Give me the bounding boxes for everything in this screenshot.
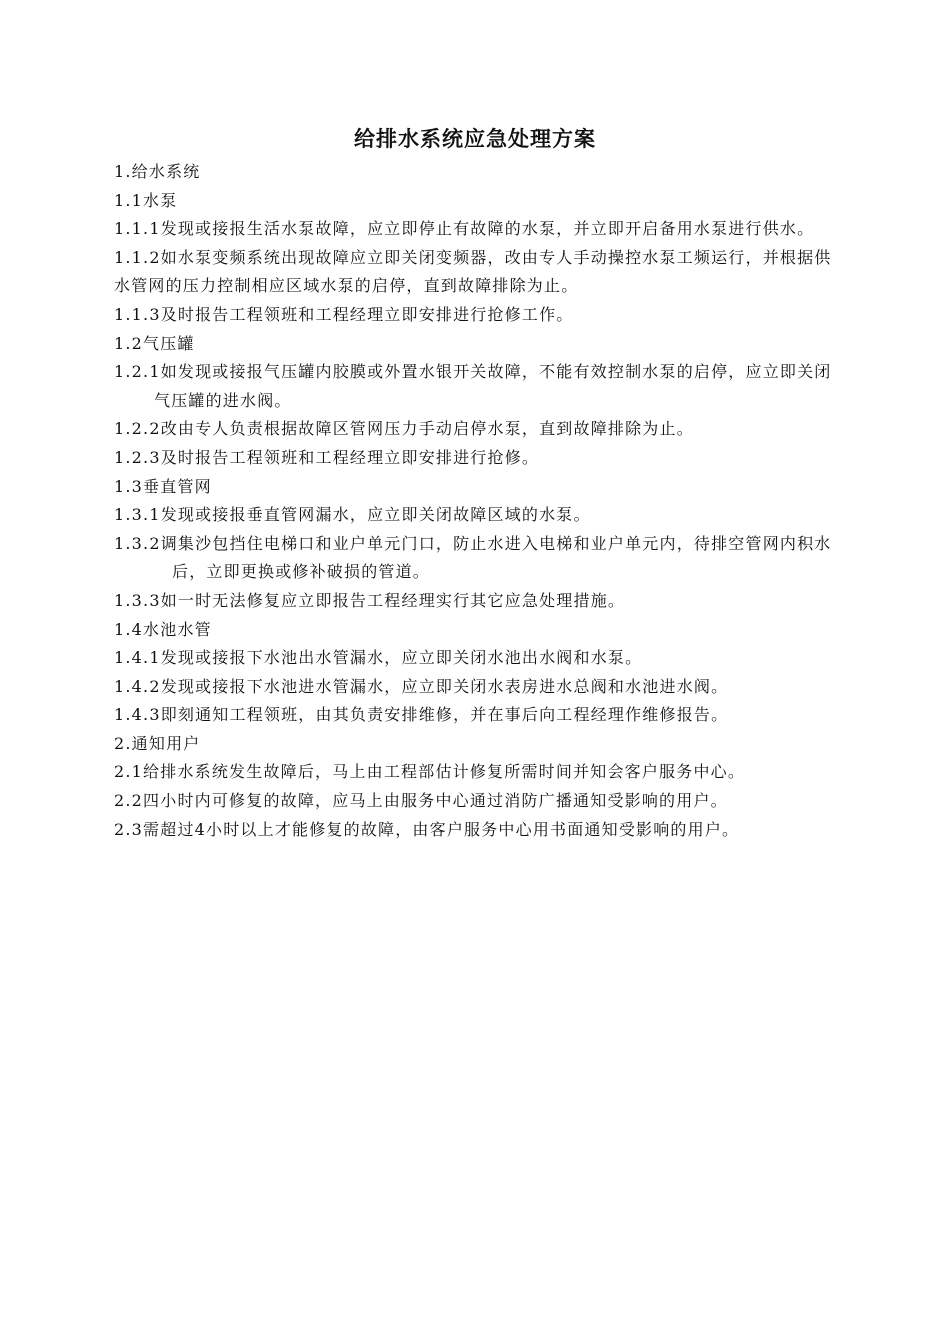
document-body: [114, 158, 838, 844]
paragraph: 1.1.1发现或接报生活水泵故障，应立即停止有故障的水泵，并立即开启备用水泵进行供水。: [114, 219, 815, 239]
paragraph: 1.2.3及时报告工程领班和工程经理立即安排进行抢修。: [114, 447, 540, 467]
section-heading: 2.通知用户: [114, 733, 201, 753]
paragraph: 1.4.1发现或接报下水池出水管漏水，应立即关闭水池出水阀和水泵。: [114, 648, 643, 668]
subsection-heading: 1.4水池水管: [114, 619, 212, 639]
paragraph: 1.3.1发现或接报垂直管网漏水，应立即关闭故障区域的水泵。: [114, 505, 591, 525]
paragraph: 1.4.3即刻通知工程领班，由其负责安排维修，并在事后向工程经理作维修报告。: [114, 705, 729, 725]
paragraph: 1.1.3及时报告工程领班和工程经理立即安排进行抢修工作。: [114, 304, 574, 324]
subsection-heading: 1.3垂直管网: [114, 476, 212, 496]
paragraph: 2.2四小时内可修复的故障，应马上由服务中心通过消防广播通知受影响的用户。: [114, 791, 728, 811]
subsection-heading: 1.1水泵: [114, 190, 178, 210]
paragraph: 1.3.2调集沙包挡住电梯口和业户单元门口，防止水进入电梯和业户单元内，待排空管网内积水后，立即更换或修补破损的管道。: [114, 533, 832, 582]
paragraph: 2.3需超过4小时以上才能修复的故障，由客户服务中心用书面通知受影响的用户。: [114, 819, 740, 839]
subsection-heading: 1.2气压罐: [114, 333, 195, 353]
paragraph: 1.1.2如水泵变频系统出现故障应立即关闭变频器，改由专人手动操控水泵工频运行，并根据供水管网的压力控制相应区域水泵的启停，直到故障排除为止。: [114, 247, 832, 296]
paragraph: 1.2.1如发现或接报气压罐内胶膜或外置水银开关故障，不能有效控制水泵的启停，应立即关闭气压罐的进水阀。: [114, 362, 832, 410]
document-title: 给排水系统应急处理方案: [354, 127, 596, 151]
paragraph: 1.3.3如一时无法修复应立即报告工程经理实行其它应急处理措施。: [114, 590, 626, 610]
paragraph: 2.1给排水系统发生故障后，马上由工程部估计修复所需时间并知会客户服务中心。: [114, 762, 746, 782]
section-heading: 1.给水系统: [114, 162, 201, 181]
paragraph: 1.4.2发现或接报下水池进水管漏水，应立即关闭水表房进水总阀和水池进水阀。: [114, 676, 729, 696]
paragraph: 1.2.2改由专人负责根据故障区管网压力手动启停水泵，直到故障排除为止。: [114, 419, 694, 439]
